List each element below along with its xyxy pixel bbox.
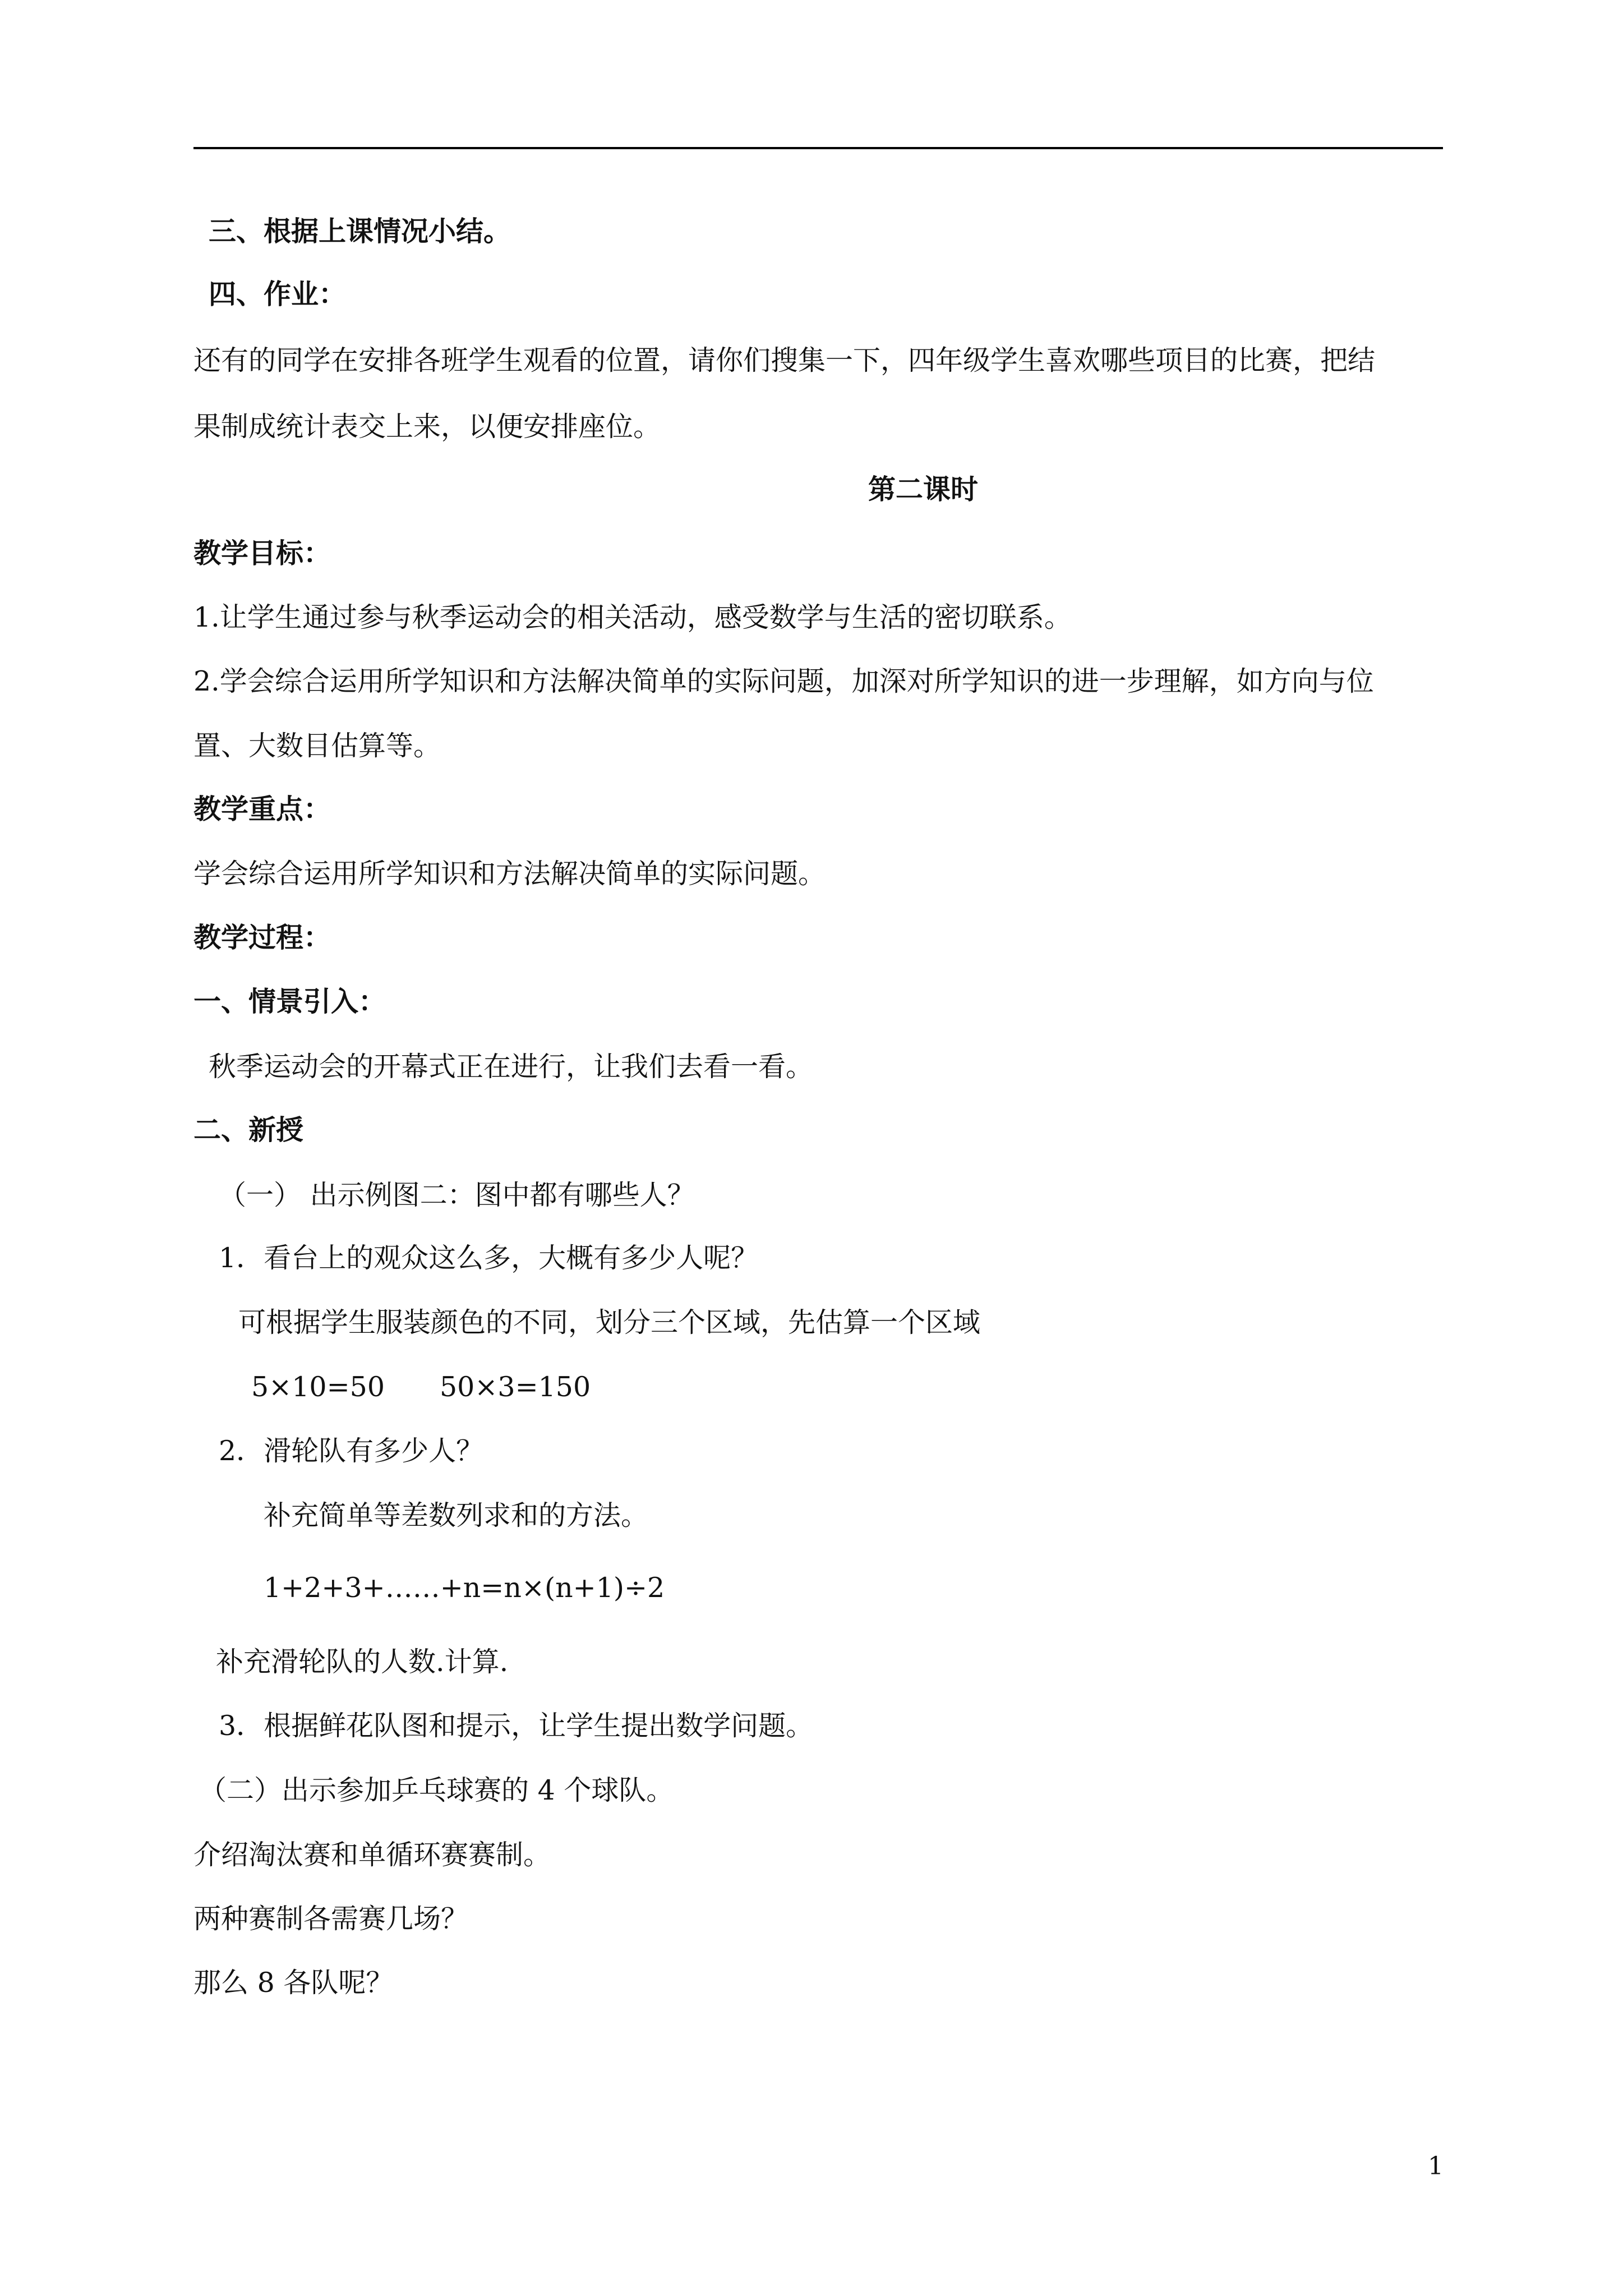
intro-text: 秋季运动会的开幕式正在进行，让我们去看一看。	[209, 1051, 814, 1083]
item-1-method: 可根据学生服装颜色的不同，划分三个区域，先估算一个区域	[238, 1306, 981, 1338]
format-question: 两种赛制各需赛几场？	[193, 1903, 469, 1935]
lesson-title: 第二课时	[868, 473, 979, 505]
new-lesson-heading: 二、新授	[193, 1114, 304, 1146]
header-rule	[193, 147, 1443, 149]
objective-2-line-1: 2.学会综合运用所学知识和方法解决简单的实际问题，加深对所学知识的进一步理解，如方向与位	[193, 665, 1374, 697]
objective-1: 1.让学生通过参与秋季运动会的相关活动，感受数学与生活的密切联系。	[193, 601, 1072, 633]
homework-text-line-2: 果制成统计表交上来，以便安排座位。	[193, 411, 661, 443]
homework-heading: 四、作业：	[209, 278, 347, 310]
intro-heading: 一、情景引入：	[193, 985, 386, 1018]
format-intro-text: 介绍淘汰赛和单循环赛赛制。	[193, 1839, 551, 1871]
process-heading: 教学过程：	[193, 921, 331, 954]
objective-2-line-2: 置、大数目估算等。	[193, 730, 441, 762]
homework-text-line-1: 还有的同学在安排各班学生观看的位置，请你们搜集一下，四年级学生喜欢哪些项目的比赛，把结	[193, 344, 1376, 376]
item-2-formula: 1+2+3+……+n=n×(n+1)÷2	[264, 1572, 665, 1604]
item-2-method: 补充简单等差数列求和的方法。	[264, 1499, 649, 1531]
teams-question: 那么 8 各队呢？	[193, 1967, 394, 1999]
key-points-text: 学会综合运用所学知识和方法解决简单的实际问题。	[193, 858, 826, 890]
part-one-text: （一） 出示例图二：图中都有哪些人？	[219, 1179, 695, 1211]
page-number: 1	[1428, 2152, 1444, 2180]
item-2-supplement: 补充滑轮队的人数.计算.	[216, 1646, 509, 1678]
objectives-heading: 教学目标：	[193, 537, 331, 569]
item-1-question: 1．看台上的观众这么多，大概有多少人呢？	[219, 1242, 759, 1274]
item-1-calculation: 5×10=50 50×3=150	[251, 1371, 591, 1403]
key-points-heading: 教学重点：	[193, 793, 331, 825]
summary-heading: 三、根据上课情况小结。	[209, 215, 511, 247]
item-2-question: 2．滑轮队有多少人？	[219, 1435, 484, 1467]
part-two-text: （二）出示参加乒乓球赛的 4 个球队。	[199, 1774, 674, 1806]
item-3-text: 3．根据鲜花队图和提示，让学生提出数学问题。	[219, 1710, 814, 1742]
